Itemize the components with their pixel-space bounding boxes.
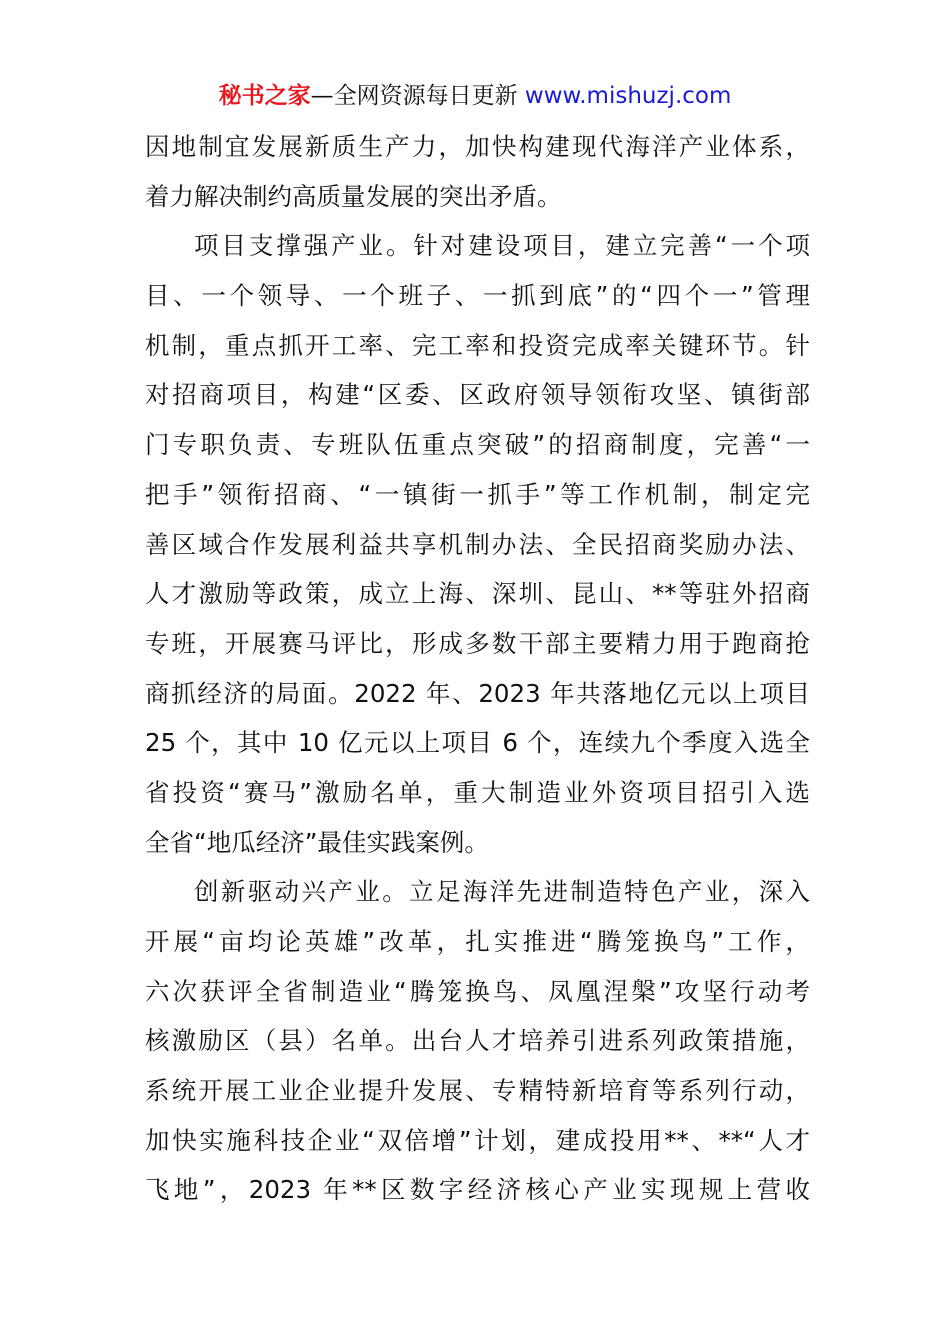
text-line: 加快实施科技企业“双倍增”计划，建成投用**、**“人才	[145, 1125, 810, 1155]
text-line: 门专职负责、专班队伍重点突破”的招商制度，完善“一	[145, 430, 810, 460]
text-line: 专班，开展赛马评比，形成多数干部主要精力用于跑商抢	[145, 628, 810, 658]
text-line: 商抓经济的局面。2022 年、2023 年共落地亿元以上项目	[145, 678, 810, 708]
text-line: 善区域合作发展利益共享机制办法、全民招商奖励办法、	[145, 529, 810, 559]
document-body	[145, 122, 810, 1215]
text-line: 人才激励等政策，成立上海、深圳、昆山、**等驻外招商	[145, 579, 810, 609]
paragraph-start-line: 项目支撑强产业。针对建设项目，建立完善“一个项	[194, 231, 810, 261]
text-line: 对招商项目，构建“区委、区政府领导领衔攻坚、镇街部	[145, 380, 810, 410]
paragraph-start-line: 创新驱动兴产业。立足海洋先进制造特色产业，深入	[194, 877, 810, 907]
text-line: 机制，重点抓开工率、完工率和投资完成率关键环节。针	[145, 330, 810, 360]
text-line: 因地制宜发展新质生产力，加快构建现代海洋产业体系，	[145, 132, 810, 161]
text-line: 六次获评全省制造业“腾笼换鸟、凤凰涅槃”攻坚行动考	[145, 976, 810, 1006]
site-header	[0, 80, 950, 112]
text-line: 着力解决制约高质量发展的突出矛盾。	[145, 181, 562, 211]
text-line: 核激励区（县）名单。出台人才培养引进系列政策措施，	[145, 1026, 810, 1056]
text-line: 全省“地瓜经济”最佳实践案例。	[145, 827, 489, 857]
site-url-link[interactable]: www.mishuzj.com	[524, 83, 732, 109]
brand-name: 秘书之家	[218, 83, 311, 109]
text-line: 把手”领衔招商、“一镇街一抓手”等工作机制，制定完	[145, 479, 810, 509]
text-line: 25 个，其中 10 亿元以上项目 6 个，连续九个季度入选全	[145, 728, 810, 758]
text-line: 飞地”，2023 年**区数字经济核心产业实现规上营收	[145, 1175, 810, 1205]
text-line: 系统开展工业企业提升发展、专精特新培育等系列行动，	[145, 1076, 810, 1106]
text-line: 目、一个领导、一个班子、一抓到底”的“四个一”管理	[145, 281, 810, 311]
text-line: 开展“亩均论英雄”改革，扎实推进“腾笼换鸟”工作，	[145, 927, 810, 956]
header-tagline: —全网资源每日更新	[310, 83, 525, 109]
text-line: 省投资“赛马”激励名单，重大制造业外资项目招引入选	[145, 777, 810, 807]
